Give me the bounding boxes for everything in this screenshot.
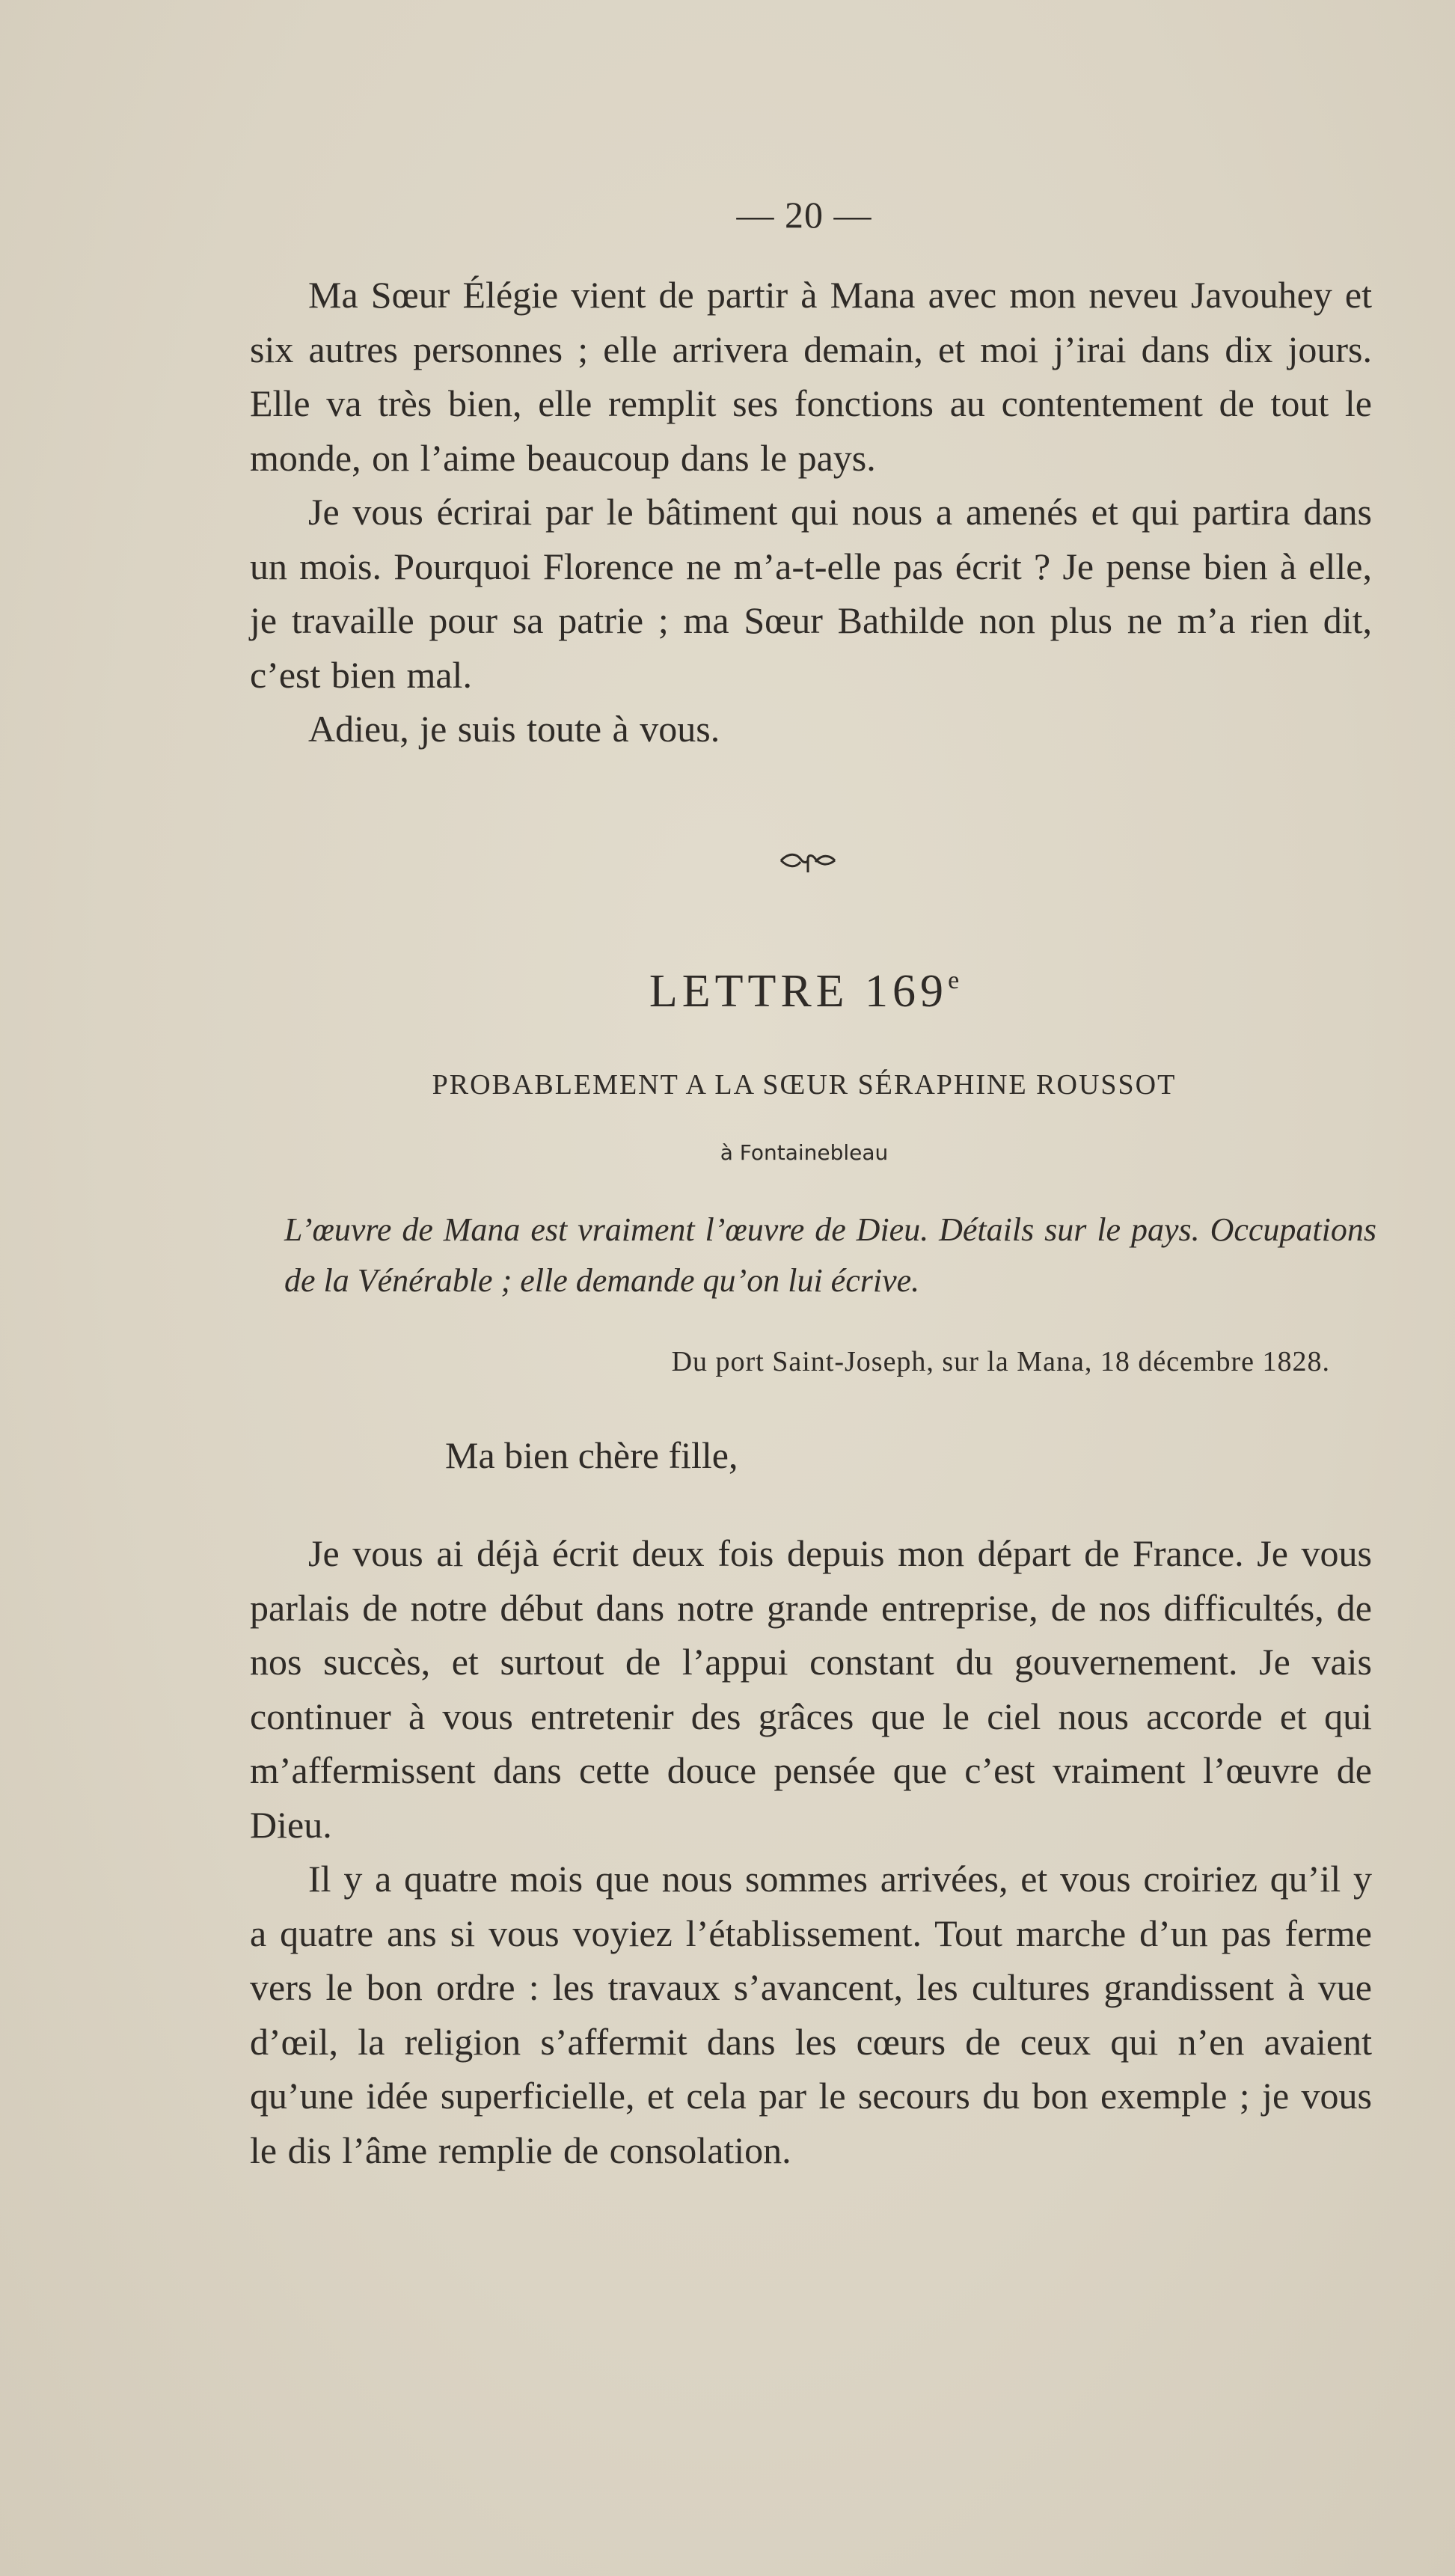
page-number: — 20 —: [736, 194, 872, 236]
letter-salutation: Ma bien chère fille,: [445, 1434, 738, 1476]
letter-summary: L’œuvre de Mana est vraiment l’œuvre de Dieu. Détails sur le pays. Occupations de la Vénérable ; elle demande qu’on lui écrive.: [284, 1211, 1376, 1299]
letter-recipient: PROBABLEMENT A LA SŒUR SÉRAPHINE ROUSSOT: [432, 1069, 1177, 1101]
letter-place: à Fontainebleau: [720, 1140, 889, 1165]
letter-dateline: Du port Saint-Joseph, sur la Mana, 18 décembre 1828.: [671, 1346, 1330, 1377]
paragraph: Il y a quatre mois que nous sommes arrivées, et vous croiriez qu’il y a quatre ans si vous voyiez l’établissement. Tout marche d’un pas ferme vers le bon ordre : les travaux s’avancent, les cultures grandissent à vue d’œil, la religion s’affermit dans les cœurs de ceux qui n’en avaient qu’une idée superficielle, et cela par le secours du bon exemple ; je vous le dis l’âme remplie de consolation.: [250, 1858, 1372, 2171]
fleuron-ornament-icon: [778, 845, 838, 875]
paragraph: Je vous écrirai par le bâtiment qui nous a amenés et qui partira dans un mois. Pourquoi Florence ne m’a-t-elle pas écrit ? Je pense bien à elle, je travaille pour sa patrie ; ma Sœur Bathilde non plus ne m’a rien dit, c’est bien mal.: [250, 491, 1372, 696]
closing-line: Adieu, je suis toute à vous.: [308, 708, 720, 750]
letter-title: [0, 965, 1455, 1018]
letter-title-superscript: e: [948, 967, 960, 994]
letter-title-text: LETTRE 169: [649, 966, 949, 1017]
paragraph: Ma Sœur Élégie vient de partir à Mana avec mon neveu Javouhey et six autres personnes ; elle arrivera demain, et moi j’irai dans dix jours. Elle va très bien, elle remplit ses fonctions au contentement de tout le monde, on l’aime beaucoup dans le pays.: [250, 274, 1372, 479]
letter-body: [250, 1526, 1372, 2177]
previous-letter-ending: [250, 268, 1372, 756]
paragraph: Je vous ai déjà écrit deux fois depuis mon départ de France. Je vous parlais de notre début dans notre grande entreprise, de nos difficultés, de nos succès, et surtout de l’appui constant du gouvernement. Je vais continuer à vous entretenir des grâces que le ciel nous accorde et qui m’affermissent dans cette douce pensée que c’est vraiment l’œuvre de Dieu.: [250, 1532, 1372, 1846]
